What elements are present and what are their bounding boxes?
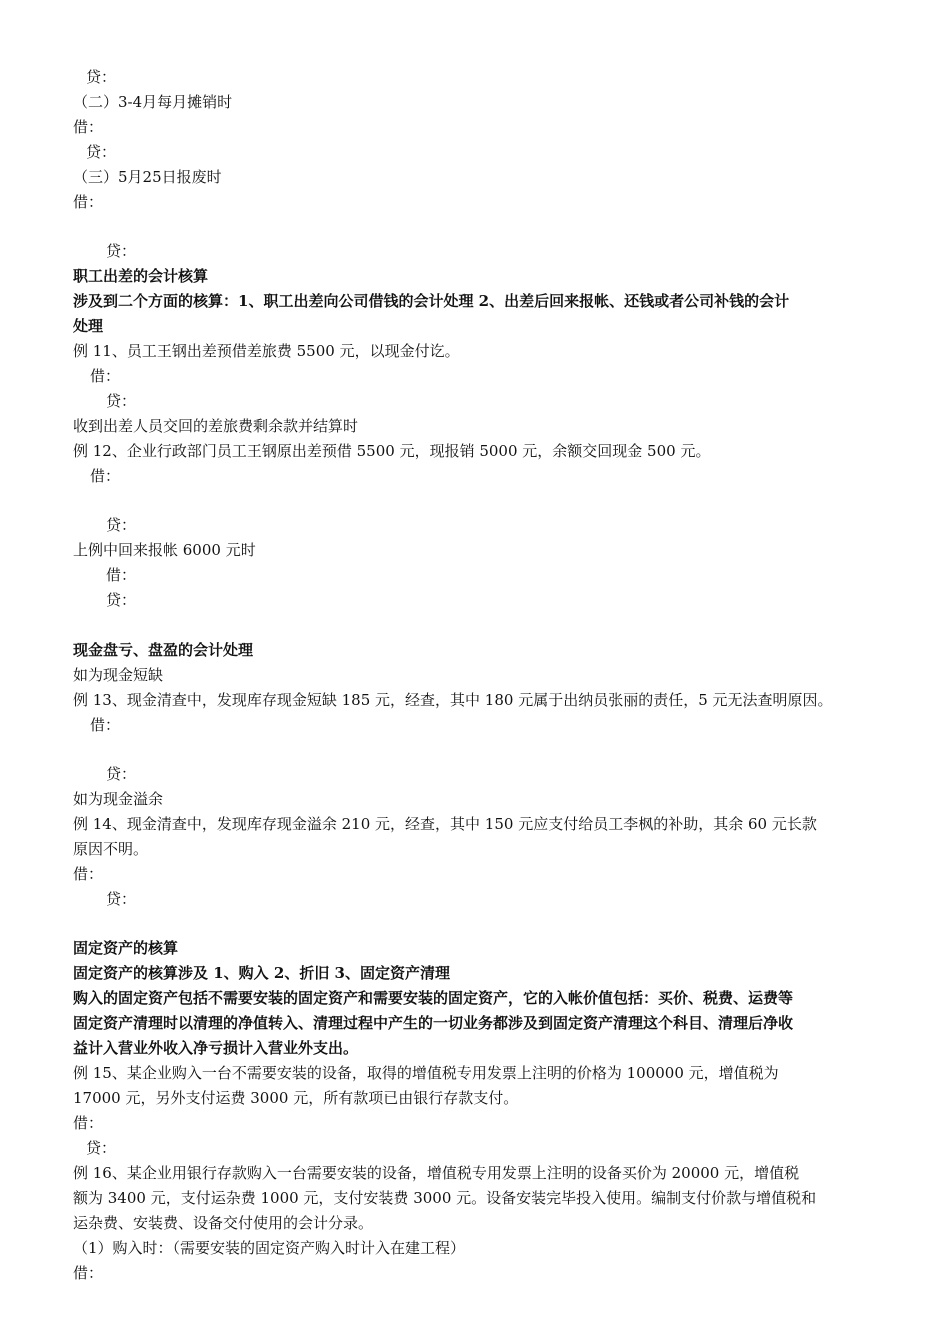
text-line: 运杂费、安装费、设备交付使用的会计分录。 [73, 1214, 374, 1232]
text-line: 例 11、员工王钢出差预借差旅费 5500 元，以现金付讫。 [73, 342, 460, 360]
text-line: 例 16、某企业用银行存款购入一台需要安装的设备，增值税专用发票上注明的设备买价为 20000 元，增值税 [73, 1164, 800, 1182]
text-line: 贷： [106, 591, 137, 609]
text-line: 贷： [106, 890, 137, 908]
section-heading: 固定资产的核算 [73, 939, 179, 957]
section-heading: 职工出差的会计核算 [73, 267, 209, 285]
text-line: （三）5月25日报废时 [73, 168, 222, 186]
text-line: 借： [90, 367, 121, 385]
section-heading: 现金盘亏、盘盈的会计处理 [73, 641, 254, 659]
text-line: 上例中回来报帐 6000 元时 [73, 541, 256, 559]
text-line: 贷： [86, 68, 117, 86]
text-line: 17000 元，另外支付运费 3000 元，所有款项已由银行存款支付。 [73, 1089, 519, 1107]
text-line: 处理 [73, 317, 104, 335]
text-line: 涉及到二个方面的核算：1、职工出差向公司借钱的会计处理 2、出差后回来报帐、还钱或者公司补钱的会计 [73, 292, 790, 310]
text-line: 例 12、企业行政部门员工王钢原出差预借 5500 元，现报销 5000 元，余额交回现金 500 元。 [73, 442, 711, 460]
text-line: 贷： [86, 143, 117, 161]
text-line: 收到出差人员交回的差旅费剩余款并结算时 [73, 417, 359, 435]
text-line: 购入的固定资产包括不需要安装的固定资产和需要安装的固定资产，它的入帐价值包括：买价、税费、运费等 [73, 989, 794, 1007]
text-line: 固定资产清理时以清理的净值转入、清理过程中产生的一切业务都涉及到固定资产清理这个科目、清理后净收 [73, 1014, 794, 1032]
text-line: 如为现金溢余 [73, 790, 164, 808]
text-line: 如为现金短缺 [73, 666, 164, 684]
text-line: 借： [73, 1114, 104, 1132]
text-line: 例 13、现金清查中，发现库存现金短缺 185 元，经查，其中 180 元属于出纳员张丽的责任，5 元无法查明原因。 [73, 691, 833, 709]
text-line: 例 14、现金清查中，发现库存现金溢余 210 元，经查，其中 150 元应支付给员工李枫的补助，其余 60 元长款 [73, 815, 817, 833]
text-line: 借： [73, 118, 104, 136]
text-line: （二）3-4月每月摊销时 [73, 93, 233, 111]
text-line: 借： [73, 1264, 104, 1282]
text-line: 贷： [106, 392, 137, 410]
text-line: 借： [106, 566, 137, 584]
text-line: 例 15、某企业购入一台不需要安装的设备，取得的增值税专用发票上注明的价格为 100000 元，增值税为 [73, 1064, 779, 1082]
text-line: 贷： [106, 242, 137, 260]
text-line: 额为 3400 元，支付运杂费 1000 元，支付安装费 3000 元。设备安装完毕投入使用。编制支付价款与增值税和 [73, 1189, 817, 1207]
text-line: 贷： [106, 765, 137, 783]
text-line: 借： [90, 467, 121, 485]
text-line: 固定资产的核算涉及 1、购入 2、折旧 3、固定资产清理 [73, 964, 450, 982]
text-line: 益计入营业外收入净亏损计入营业外支出。 [73, 1039, 359, 1057]
text-line: 借： [90, 716, 121, 734]
text-line: 贷： [86, 1139, 117, 1157]
text-line: （1）购入时：（需要安装的固定资产购入时计入在建工程） [73, 1239, 466, 1257]
text-line: 借： [73, 193, 104, 211]
text-line: 借： [73, 865, 104, 883]
text-line: 原因不明。 [73, 840, 149, 858]
text-line: 贷： [106, 516, 137, 534]
